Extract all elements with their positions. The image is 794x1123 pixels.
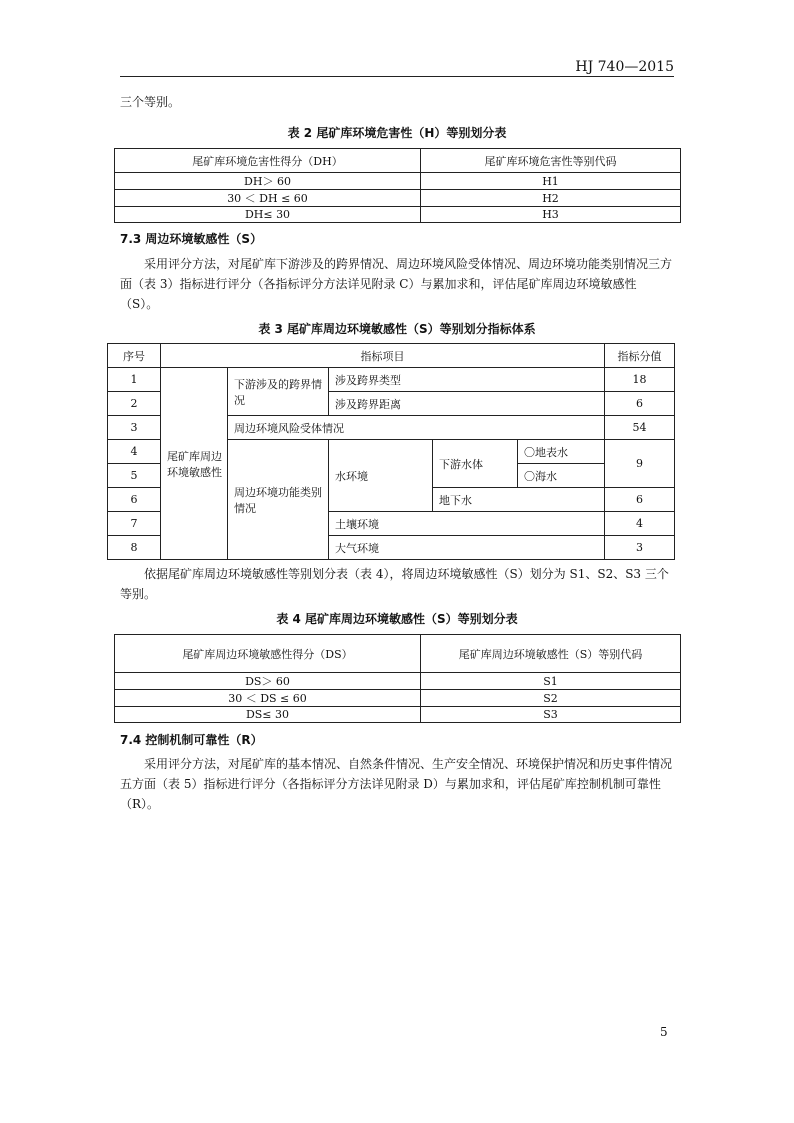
table2-caption: 表 2 尾矿库环境危害性（H）等别划分表 [287, 126, 507, 140]
table2-col1-header: 尾矿库环境危害性得分（DH） [115, 149, 421, 173]
table2-score: DH＞ 60 [115, 173, 421, 190]
table3-score: 18 [605, 368, 675, 392]
table3-row-no: 7 [108, 512, 161, 536]
section-7-3-heading: 7.3 周边环境敏感性（S） [120, 232, 263, 246]
table4-code: S3 [421, 707, 681, 723]
table3-header-no: 序号 [108, 344, 161, 368]
table4-col1-header: 尾矿库周边环境敏感性得分（DS） [115, 635, 421, 673]
table2-score: DH≤ 30 [115, 207, 421, 223]
table3-downstream-water: 下游水体 [433, 440, 518, 488]
table4-score: DS＞ 60 [115, 673, 421, 690]
table3-row-no: 2 [108, 392, 161, 416]
table3-water-env: 水环境 [329, 440, 433, 512]
table3-row-no: 4 [108, 440, 161, 464]
table3-header-item: 指标项目 [161, 344, 605, 368]
page-number: 5 [660, 1025, 668, 1039]
table3-item: 大气环境 [329, 536, 605, 560]
table3-item: 涉及跨界距离 [329, 392, 605, 416]
table4-code: S1 [421, 673, 681, 690]
table4-score: DS≤ 30 [115, 707, 421, 723]
section-7-3-para: 采用评分方法，对尾矿库下游涉及的跨界情况、周边环境风险受体情况、周边环境功能类别情况三方面（表 3）指标进行评分（各指标评分方法详见附录 C）与累加求和，评估尾矿库周边环境敏感性（S）。 [120, 257, 673, 311]
table3-receptor: 周边环境风险受体情况 [228, 416, 605, 440]
table3-row-no: 3 [108, 416, 161, 440]
table3-score: 6 [605, 488, 675, 512]
after-table3-para: 依据尾矿库周边环境敏感性等别划分表（表 4），将周边环境敏感性（S）划分为 S1、S2、S3 三个等别。 [120, 567, 669, 601]
table4-score: 30 ＜ DS ≤ 60 [115, 690, 421, 707]
table2-score: 30 ＜ DH ≤ 60 [115, 190, 421, 207]
table3-group-cross-border: 下游涉及的跨界情况 [228, 368, 329, 416]
table3-score: 54 [605, 416, 675, 440]
intro-line: 三个等别。 [120, 95, 181, 109]
table3-score: 4 [605, 512, 675, 536]
table2 [114, 148, 681, 223]
table3-category: 尾矿库周边环境敏感性 [161, 368, 228, 560]
table2-code: H2 [421, 190, 681, 207]
section-7-4-para: 采用评分方法，对尾矿库的基本情况、自然条件情况、生产安全情况、环境保护情况和历史事件情况五方面（表 5）指标进行评分（各指标评分方法详见附录 D）与累加求和，评估尾矿库控制机制可靠性（R）。 [120, 757, 673, 811]
section-7-4-heading: 7.4 控制机制可靠性（R） [120, 733, 263, 747]
table3-row-no: 1 [108, 368, 161, 392]
table3-item: 涉及跨界类型 [329, 368, 605, 392]
table3-item: 〇海水 [518, 464, 605, 488]
running-header [120, 58, 674, 77]
table3-item: 地下水 [433, 488, 605, 512]
table3 [107, 343, 675, 560]
table4 [114, 634, 681, 723]
doc-code: HJ 740—2015 [575, 59, 674, 75]
table2-col2-header: 尾矿库环境危害性等别代码 [421, 149, 681, 173]
table3-group-function: 周边环境功能类别情况 [228, 440, 329, 560]
table2-code: H1 [421, 173, 681, 190]
table4-code: S2 [421, 690, 681, 707]
table3-score: 9 [605, 440, 675, 488]
table3-row-no: 8 [108, 536, 161, 560]
table2-code: H3 [421, 207, 681, 223]
table3-header-score: 指标分值 [605, 344, 675, 368]
table3-item: 〇地表水 [518, 440, 605, 464]
table3-score: 6 [605, 392, 675, 416]
table3-row-no: 6 [108, 488, 161, 512]
table3-caption: 表 3 尾矿库周边环境敏感性（S）等别划分指标体系 [258, 322, 536, 336]
table3-score: 3 [605, 536, 675, 560]
table3-item: 土壤环境 [329, 512, 605, 536]
table4-caption: 表 4 尾矿库周边环境敏感性（S）等别划分表 [276, 612, 518, 626]
table4-col2-header: 尾矿库周边环境敏感性（S）等别代码 [421, 635, 681, 673]
table3-row-no: 5 [108, 464, 161, 488]
